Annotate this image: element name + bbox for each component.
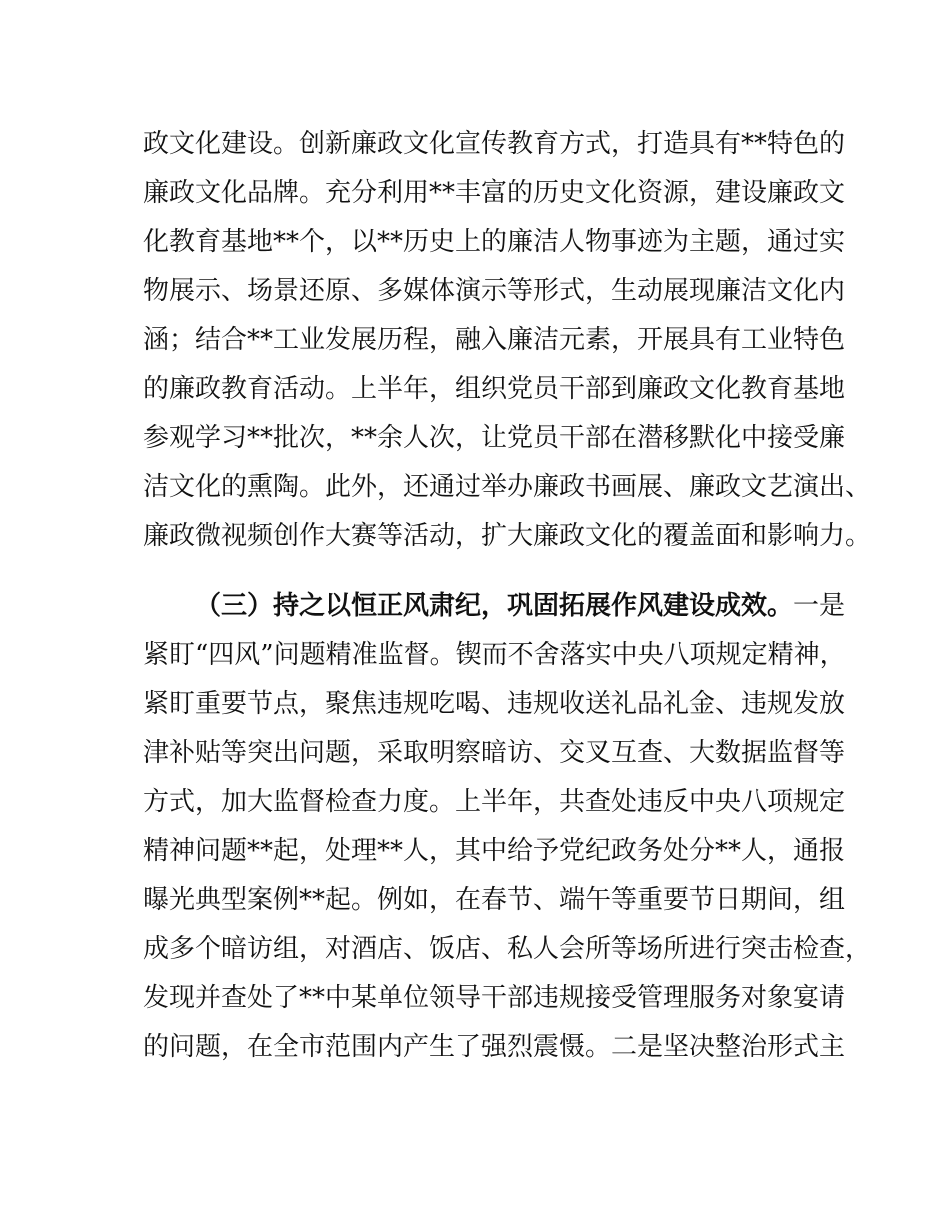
paragraph-2-line-5: 方式，加大监督检查力度。上半年，共查处违反中央八项规定 [143,787,846,817]
paragraph-1-line-7: 参观学习**批次，**余人次，让党员干部在潜移默化中接受廉 [143,423,846,453]
paragraph-2-line-9: 发现并查处了**中某单位领导干部违规接受管理服务对象宴请 [143,983,846,1013]
paragraph-2-line-10: 的问题，在全市范围内产生了强烈震慑。二是坚决整治形式主 [143,1032,846,1062]
paragraph-1-line-1: 政文化建设。创新廉政文化宣传教育方式，打造具有**特色的 [143,129,846,159]
paragraph-2-line-2: 紧盯“四风”问题精准监督。锲而不舍落实中央八项规定精神， [143,640,846,670]
paragraph-2-line-7: 曝光典型案例**起。例如，在春节、端午等重要节日期间，组 [143,885,846,915]
paragraph-2-line-3: 紧盯重要节点，聚焦违规吃喝、违规收送礼品礼金、违规发放 [143,689,846,719]
paragraph-1-line-5: 涵；结合**工业发展历程，融入廉洁元素，开展具有工业特色 [143,325,846,355]
paragraph-2-line-6: 精神问题**起，处理**人，其中给予党纪政务处分**人，通报 [143,836,846,866]
paragraph-1-line-9: 廉政微视频创作大赛等活动，扩大廉政文化的覆盖面和影响力。 [143,521,872,551]
paragraph-1-line-2: 廉政文化品牌。充分利用**丰富的历史文化资源，建设廉政文 [143,178,846,208]
paragraph-2-line-1-rest: 一是 [793,591,846,621]
paragraph-1-line-4: 物展示、场景还原、多媒体演示等形式，生动展现廉洁文化内 [143,276,846,306]
paragraph-2-line-4: 津补贴等突出问题，采取明察暗访、交叉互查、大数据监督等 [143,738,846,768]
section-heading: （三）持之以恒正风肃纪，巩固拓展作风建设成效。 [195,591,794,621]
paragraph-1-line-3: 化教育基地**个，以**历史上的廉洁人物事迹为主题，通过实 [143,227,846,257]
paragraph-2-line-8: 成多个暗访组，对酒店、饭店、私人会所等场所进行突击检查， [143,934,872,964]
paragraph-1-line-6: 的廉政教育活动。上半年，组织党员干部到廉政文化教育基地 [143,374,846,404]
paragraph-1-line-8: 洁文化的熏陶。此外，还通过举办廉政书画展、廉政文艺演出、 [143,472,872,502]
paragraph-2-line-1 [195,586,846,626]
